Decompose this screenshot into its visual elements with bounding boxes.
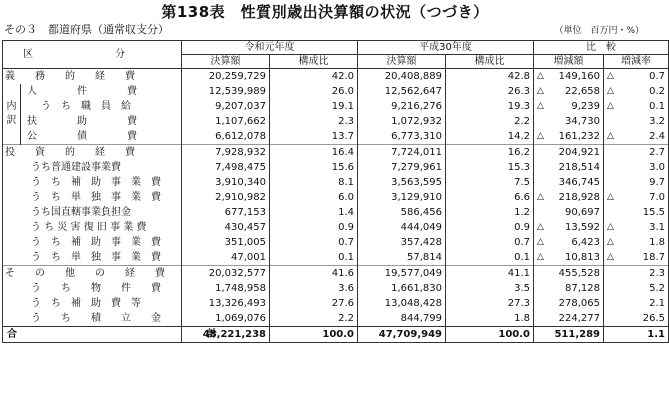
- diff-rate: △ 7.0: [604, 190, 669, 205]
- header-reiwa: 令和元年度: [182, 41, 358, 55]
- r1-ratio: 100.0: [270, 327, 358, 343]
- table-row: [3, 220, 669, 235]
- diff-amount: 204,921: [534, 145, 604, 161]
- expenditure-table: [2, 40, 669, 343]
- header-zougenritsu: 増減率: [604, 55, 669, 69]
- diff-rate: △ 18.7: [604, 250, 669, 266]
- table-row: [3, 99, 669, 114]
- negative-mark-icon: △: [607, 192, 614, 202]
- table-row: [3, 69, 669, 85]
- row-label: 投 資 的 経 費: [3, 145, 182, 161]
- row-label: そ の 他 の 経 費: [3, 266, 182, 282]
- h30-amount: 1,661,830: [358, 281, 446, 296]
- unit-note: （単位 百万円・%）: [554, 26, 644, 36]
- r1-ratio: 27.6: [270, 296, 358, 311]
- row-label: 人 件 費: [21, 84, 182, 99]
- table-row: [3, 129, 669, 145]
- negative-mark-icon: △: [537, 86, 544, 96]
- h30-ratio: 0.7: [446, 235, 534, 250]
- negative-mark-icon: △: [537, 192, 544, 202]
- r1-ratio: 41.6: [270, 266, 358, 282]
- row-label: う ち 補 助 事 業 費: [3, 175, 182, 190]
- diff-amount: 218,514: [534, 160, 604, 175]
- h30-amount: 6,773,310: [358, 129, 446, 145]
- row-label: う ち 単 独 事 業 費: [3, 250, 182, 266]
- r1-ratio: 15.6: [270, 160, 358, 175]
- h30-ratio: 1.2: [446, 205, 534, 220]
- row-label: うち普通建設事業費: [3, 160, 182, 175]
- r1-amount: 13,326,493: [182, 296, 270, 311]
- negative-mark-icon: △: [607, 86, 614, 96]
- negative-mark-icon: △: [607, 222, 614, 232]
- page-subtitle: その３ 都道府県（通常収支分）: [4, 23, 169, 36]
- diff-rate: △ 2.4: [604, 129, 669, 145]
- r1-ratio: 3.6: [270, 281, 358, 296]
- header-r1-koseihi: 構成比: [270, 55, 358, 69]
- table-row: [3, 190, 669, 205]
- diff-amount: 511,289: [534, 327, 604, 343]
- r1-amount: 3,910,340: [182, 175, 270, 190]
- row-label: う ち 補 助 費 等: [3, 296, 182, 311]
- h30-ratio: 100.0: [446, 327, 534, 343]
- diff-amount: △ 149,160: [534, 69, 604, 85]
- diff-rate: 26.5: [604, 311, 669, 327]
- r1-ratio: 13.7: [270, 129, 358, 145]
- diff-rate: △ 0.2: [604, 84, 669, 99]
- diff-amount: △ 22,658: [534, 84, 604, 99]
- naiyaku-label: 内訳: [3, 84, 21, 145]
- h30-ratio: 1.8: [446, 311, 534, 327]
- r1-amount: 12,539,989: [182, 84, 270, 99]
- diff-amount: 278,065: [534, 296, 604, 311]
- h30-amount: 586,456: [358, 205, 446, 220]
- header-kubun: 区 分: [3, 41, 182, 69]
- table-row: [3, 281, 669, 296]
- diff-amount: △ 10,813: [534, 250, 604, 266]
- r1-amount: 47,001: [182, 250, 270, 266]
- h30-amount: 444,049: [358, 220, 446, 235]
- r1-ratio: 19.1: [270, 99, 358, 114]
- r1-amount: 48,221,238: [182, 327, 270, 343]
- h30-amount: 844,799: [358, 311, 446, 327]
- table-row: [3, 175, 669, 190]
- diff-amount: 455,528: [534, 266, 604, 282]
- header-heisei: 平成30年度: [358, 41, 534, 55]
- page-title: 第138表 性質別歳出決算額の状況（つづき）: [161, 3, 489, 21]
- h30-amount: 13,048,428: [358, 296, 446, 311]
- r1-ratio: 0.7: [270, 235, 358, 250]
- negative-mark-icon: △: [607, 252, 614, 262]
- r1-ratio: 2.3: [270, 114, 358, 129]
- r1-ratio: 0.1: [270, 250, 358, 266]
- diff-rate: 3.0: [604, 160, 669, 175]
- diff-rate: 2.3: [604, 266, 669, 282]
- r1-amount: 351,005: [182, 235, 270, 250]
- h30-amount: 7,724,011: [358, 145, 446, 161]
- h30-amount: 3,129,910: [358, 190, 446, 205]
- diff-amount: 346,745: [534, 175, 604, 190]
- diff-rate: △ 3.1: [604, 220, 669, 235]
- negative-mark-icon: △: [607, 131, 614, 141]
- diff-rate: 2.1: [604, 296, 669, 311]
- diff-rate: 9.7: [604, 175, 669, 190]
- r1-ratio: 2.2: [270, 311, 358, 327]
- diff-rate: 1.1: [604, 327, 669, 343]
- header-hikaku: 比 較: [534, 41, 669, 55]
- diff-amount: 34,730: [534, 114, 604, 129]
- h30-amount: 3,563,595: [358, 175, 446, 190]
- r1-amount: 20,032,577: [182, 266, 270, 282]
- diff-rate: 2.7: [604, 145, 669, 161]
- diff-rate: 3.2: [604, 114, 669, 129]
- diff-amount: △ 6,423: [534, 235, 604, 250]
- table-row: [3, 250, 669, 266]
- row-label: 扶 助 費: [21, 114, 182, 129]
- header-zougengaku: 増減額: [534, 55, 604, 69]
- total-row: [3, 327, 669, 343]
- h30-ratio: 41.1: [446, 266, 534, 282]
- header-h30-kessangaku: 決算額: [358, 55, 446, 69]
- h30-ratio: 15.3: [446, 160, 534, 175]
- r1-amount: 7,498,475: [182, 160, 270, 175]
- h30-amount: 7,279,961: [358, 160, 446, 175]
- h30-ratio: 7.5: [446, 175, 534, 190]
- r1-amount: 677,153: [182, 205, 270, 220]
- row-label: 公 債 費: [21, 129, 182, 145]
- h30-ratio: 27.3: [446, 296, 534, 311]
- row-label: うち国直轄事業負担金: [3, 205, 182, 220]
- table-row: [3, 235, 669, 250]
- table-row: [3, 84, 669, 99]
- r1-amount: 1,748,958: [182, 281, 270, 296]
- r1-ratio: 1.4: [270, 205, 358, 220]
- diff-rate: 15.5: [604, 205, 669, 220]
- diff-amount: 87,128: [534, 281, 604, 296]
- h30-ratio: 14.2: [446, 129, 534, 145]
- r1-ratio: 26.0: [270, 84, 358, 99]
- row-label: う ち 災 害 復 旧 事 業 費: [3, 220, 182, 235]
- h30-ratio: 19.3: [446, 99, 534, 114]
- r1-ratio: 8.1: [270, 175, 358, 190]
- row-label: 合 計: [3, 327, 182, 343]
- header-r1-kessangaku: 決算額: [182, 55, 270, 69]
- diff-amount: △ 9,239: [534, 99, 604, 114]
- h30-amount: 357,428: [358, 235, 446, 250]
- negative-mark-icon: △: [537, 252, 544, 262]
- h30-ratio: 26.3: [446, 84, 534, 99]
- diff-rate: △ 0.7: [604, 69, 669, 85]
- row-label: う ち 積 立 金: [3, 311, 182, 327]
- diff-rate: △ 0.1: [604, 99, 669, 114]
- table-row: [3, 311, 669, 327]
- diff-amount: 90,697: [534, 205, 604, 220]
- table-row: [3, 145, 669, 161]
- r1-amount: 7,928,932: [182, 145, 270, 161]
- table-row: [3, 114, 669, 129]
- negative-mark-icon: △: [537, 237, 544, 247]
- h30-amount: 20,408,889: [358, 69, 446, 85]
- negative-mark-icon: △: [607, 71, 614, 81]
- diff-rate: △ 1.8: [604, 235, 669, 250]
- row-label: う ち 単 独 事 業 費: [3, 190, 182, 205]
- row-label: う ち 補 助 事 業 費: [3, 235, 182, 250]
- diff-rate: 5.2: [604, 281, 669, 296]
- table-row: [3, 160, 669, 175]
- negative-mark-icon: △: [607, 101, 614, 111]
- h30-amount: 12,562,647: [358, 84, 446, 99]
- r1-ratio: 42.0: [270, 69, 358, 85]
- h30-amount: 57,814: [358, 250, 446, 266]
- h30-amount: 19,577,049: [358, 266, 446, 282]
- h30-ratio: 0.9: [446, 220, 534, 235]
- r1-ratio: 6.0: [270, 190, 358, 205]
- table-row: [3, 205, 669, 220]
- r1-amount: 20,259,729: [182, 69, 270, 85]
- h30-amount: 47,709,949: [358, 327, 446, 343]
- h30-ratio: 6.6: [446, 190, 534, 205]
- h30-ratio: 2.2: [446, 114, 534, 129]
- negative-mark-icon: △: [537, 131, 544, 141]
- h30-ratio: 0.1: [446, 250, 534, 266]
- diff-amount: △ 161,232: [534, 129, 604, 145]
- r1-ratio: 16.4: [270, 145, 358, 161]
- row-label: う ち 物 件 費: [3, 281, 182, 296]
- diff-amount: △ 13,592: [534, 220, 604, 235]
- table-row: [3, 296, 669, 311]
- header-h30-koseihi: 構成比: [446, 55, 534, 69]
- r1-amount: 430,457: [182, 220, 270, 235]
- table-row: [3, 266, 669, 282]
- diff-amount: △ 218,928: [534, 190, 604, 205]
- negative-mark-icon: △: [537, 222, 544, 232]
- negative-mark-icon: △: [537, 101, 544, 111]
- r1-ratio: 0.9: [270, 220, 358, 235]
- h30-amount: 1,072,932: [358, 114, 446, 129]
- h30-amount: 9,216,276: [358, 99, 446, 114]
- r1-amount: 9,207,037: [182, 99, 270, 114]
- r1-amount: 6,612,078: [182, 129, 270, 145]
- diff-amount: 224,277: [534, 311, 604, 327]
- h30-ratio: 16.2: [446, 145, 534, 161]
- r1-amount: 2,910,982: [182, 190, 270, 205]
- row-label: 義 務 的 経 費: [3, 69, 182, 85]
- negative-mark-icon: △: [607, 237, 614, 247]
- r1-amount: 1,107,662: [182, 114, 270, 129]
- r1-amount: 1,069,076: [182, 311, 270, 327]
- h30-ratio: 42.8: [446, 69, 534, 85]
- h30-ratio: 3.5: [446, 281, 534, 296]
- negative-mark-icon: △: [537, 71, 544, 81]
- row-label: う ち 職 員 給: [21, 99, 182, 114]
